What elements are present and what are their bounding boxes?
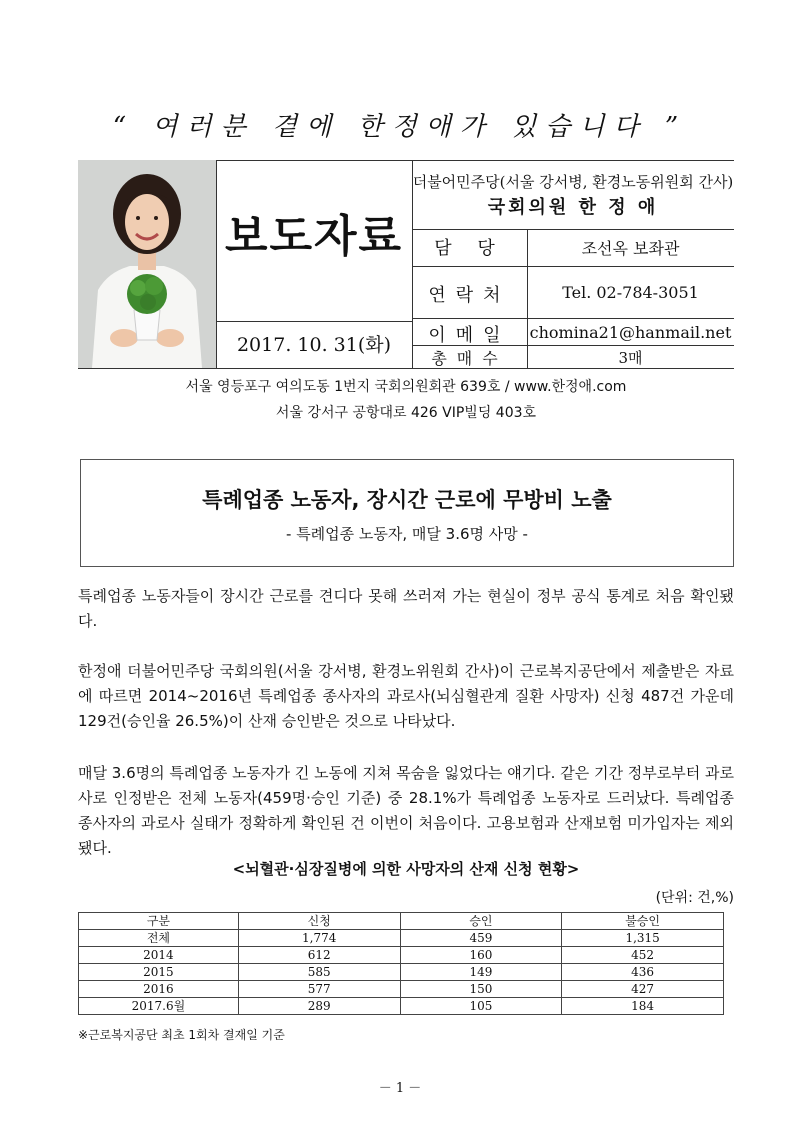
table-cell: 전체 [79,930,239,947]
body-paragraph: 특례업종 노동자들이 장시간 근로를 견디다 못해 쓰러져 가는 현실이 정부 공식 통계로 처음 확인됐다. [78,587,734,630]
table-cell: 105 [400,998,562,1015]
column-header: 구분 [79,913,239,930]
contact-person-label: 담 당 [434,238,505,259]
table-cell: 289 [238,998,400,1015]
table-cell: 612 [238,947,400,964]
divider [412,229,734,230]
column-header: 승인 [400,913,562,930]
table-cell: 184 [562,998,724,1015]
member-name: 국회의원 한 정 애 [487,197,659,218]
subheadline: - 특례업종 노동자, 매달 3.6명 사망 - [286,525,528,543]
member-photo [78,160,216,368]
divider [412,266,734,267]
claims-table [78,912,724,1015]
member-portrait-illustration [78,160,216,368]
table-cell: 436 [562,964,724,981]
release-date: 2017. 10. 31(화) [236,334,392,356]
table-cell: 1,774 [238,930,400,947]
table-cell: 585 [238,964,400,981]
body-paragraph: 매달 3.6명의 특례업종 노동자가 긴 노동에 지쳐 목숨을 잃었다는 얘기다. 같은 기간 정부로부터 과로사로 인정받은 전체 노동자(459명·승인 기준) 중 28.1%가 특례업종 노동자로 드러났다. 특례업종 종사자의 과로사 실태가 정확하게 확인된 건 이번이 처음이다. 고용보험과 산재보험 미가입자는 제외됐다. [78,764,734,857]
table-row [79,930,724,947]
table-unit: (단위: 건,%) [655,890,734,906]
contact-person-value: 조선옥 보좌관 [581,239,680,258]
headline: 특례업종 노동자, 장시간 근로에 무방비 노출 [202,488,612,512]
table-cell: 577 [238,981,400,998]
table-row [79,947,724,964]
table-cell: 2017.6월 [79,998,239,1015]
divider [216,321,412,322]
table-cell: 459 [400,930,562,947]
email-value[interactable]: chomina21@hanmail.net [529,323,732,342]
district-office-address: 서울 강서구 공항대로 426 VIP빌딩 403호 [275,405,537,421]
table-row [79,998,724,1015]
phone-label: 연락처 [428,285,511,306]
table-cell: 2014 [79,947,239,964]
page-number: － 1 － [378,1081,422,1096]
table-cell: 452 [562,947,724,964]
table-cell: 149 [400,964,562,981]
table-cell: 2015 [79,964,239,981]
table-footnote: ※근로복지공단 최초 1회차 결재일 기준 [78,1028,285,1042]
table-cell: 427 [562,981,724,998]
table-cell: 160 [400,947,562,964]
slogan: “ 여러분 곁에 한정애가 있습니다 ” [112,112,688,142]
header-bottom-border [78,368,734,369]
table-title: <뇌혈관·심장질병에 의한 사망자의 산재 신청 현황> [232,860,580,878]
page-count-label: 총매수 [431,349,508,368]
table-cell: 2016 [79,981,239,998]
column-header: 불승인 [562,913,724,930]
office-address: 서울 영등포구 여의도동 1번지 국회의원회관 639호 / www.한정애.com [185,379,627,395]
phone-value: Tel. 02-784-3051 [562,283,699,302]
email-label: 이메일 [428,325,511,346]
column-header: 신청 [238,913,400,930]
table-cell: 1,315 [562,930,724,947]
press-release-title: 보도자료 [224,211,403,262]
page-count-value: 3매 [618,349,643,367]
table-cell: 150 [400,981,562,998]
table-header-row [79,913,724,930]
table-row [79,981,724,998]
body-paragraph: 한정애 더불어민주당 국회의원(서울 강서병, 환경노위원회 간사)이 근로복지공단에서 제출받은 자료에 따르면 2014~2016년 특례업종 종사자의 과로사(뇌심혈관계 질환 사망자) 신청 487건 가운데 129건(승인율 26.5%)이 산재 승인받은 것으로 나타났다. [78,662,734,730]
party-affiliation: 더불어민주당(서울 강서병, 환경노동위원회 간사) [412,173,734,191]
divider [412,318,734,319]
table-row [79,964,724,981]
